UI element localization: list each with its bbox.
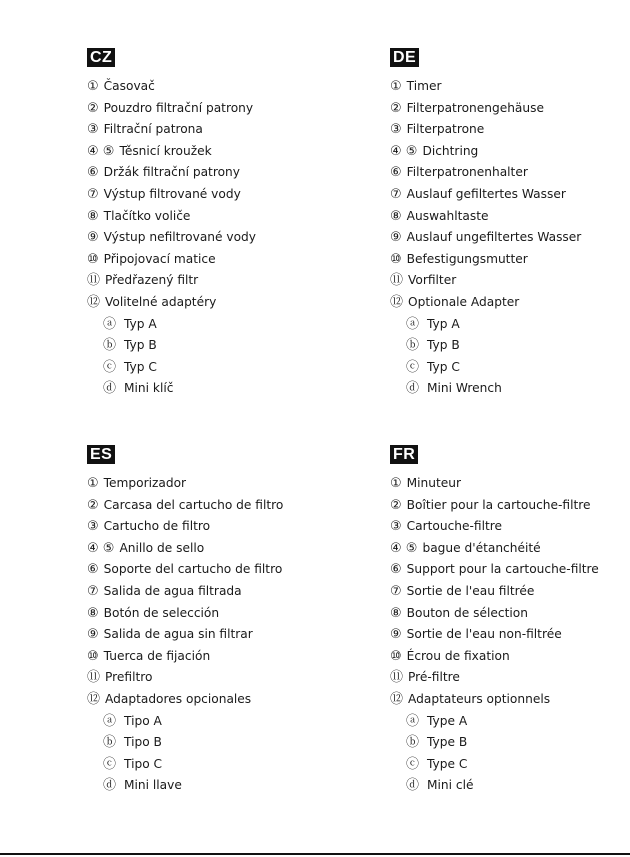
item-label: Soporte del cartucho de filtro xyxy=(103,562,283,577)
item-label: Timer xyxy=(406,79,442,93)
item-number: ⑧ xyxy=(390,208,402,224)
item-letter: ⓓ xyxy=(406,778,420,794)
item-letter: ⓒ xyxy=(406,756,420,772)
item-label: Cartucho de filtro xyxy=(103,519,211,534)
item-number: ⑩ xyxy=(390,648,402,664)
item-number: ② xyxy=(390,100,402,116)
list-item xyxy=(87,603,347,625)
sub-list-item xyxy=(390,378,630,400)
list-item xyxy=(87,76,347,98)
item-label: Typ C xyxy=(124,359,157,374)
list-item xyxy=(390,141,630,163)
item-number: ⑧ xyxy=(87,208,99,224)
list-item xyxy=(87,162,347,184)
item-label: Filterpatronengehäuse xyxy=(406,100,544,115)
item-label: Prefiltro xyxy=(105,670,153,685)
parts-list xyxy=(390,473,630,797)
language-badge: ES xyxy=(87,445,115,464)
item-label: Filterpatronenhalter xyxy=(406,165,528,180)
sub-list-item xyxy=(390,732,630,754)
item-label: Typ B xyxy=(124,338,157,353)
list-item xyxy=(390,538,630,560)
list-item xyxy=(87,516,347,538)
item-label: Bouton de sélection xyxy=(406,605,528,620)
list-item xyxy=(87,624,347,646)
item-number: ⑩ xyxy=(87,648,99,664)
item-number: ⑦ xyxy=(390,186,402,202)
section-fr xyxy=(390,444,630,797)
language-badge: CZ xyxy=(87,48,115,67)
list-item xyxy=(390,292,630,314)
sub-list-item xyxy=(390,357,630,379)
item-number: ① xyxy=(87,476,99,491)
item-number: ⑥ xyxy=(390,562,402,578)
item-label: Držák filtrační patrony xyxy=(103,165,240,180)
item-label: Tlačítko voliče xyxy=(103,208,191,223)
parts-list xyxy=(390,76,630,400)
item-letter: ⓓ xyxy=(103,778,117,794)
list-item xyxy=(87,270,347,292)
item-label: Support pour la cartouche-filtre xyxy=(406,562,599,577)
item-number: ⑥ xyxy=(87,562,99,578)
list-item xyxy=(87,559,347,581)
list-item xyxy=(87,292,347,314)
item-label: Auslauf ungefiltertes Wasser xyxy=(406,230,582,245)
list-item xyxy=(390,119,630,141)
item-label: Pouzdro filtrační patrony xyxy=(103,100,254,115)
item-number: ⑨ xyxy=(390,230,402,246)
item-label: Type C xyxy=(427,756,468,771)
item-letter: ⓒ xyxy=(103,359,117,375)
item-label: bague d'étanchéité xyxy=(422,540,541,555)
item-number: ⑧ xyxy=(390,605,402,621)
item-label: Tipo B xyxy=(124,735,162,750)
list-item xyxy=(87,538,347,560)
language-badge: DE xyxy=(390,48,419,67)
item-number: ② xyxy=(390,497,402,513)
item-number: ⑨ xyxy=(390,627,402,643)
item-number: ③ xyxy=(87,122,99,138)
item-label: Typ C xyxy=(427,359,460,374)
item-number: ① xyxy=(390,79,402,94)
section-de xyxy=(390,47,630,400)
list-item xyxy=(390,603,630,625)
item-label: Befestigungsmutter xyxy=(406,251,528,266)
list-item xyxy=(390,249,630,271)
item-number: ⑫ xyxy=(390,294,404,310)
item-number: ⑪ xyxy=(87,670,101,686)
sub-list-item xyxy=(87,754,347,776)
list-item xyxy=(390,162,630,184)
sub-list-item xyxy=(87,711,347,733)
list-item xyxy=(390,559,630,581)
item-number: ⑪ xyxy=(390,273,404,289)
item-label: Boîtier pour la cartouche-filtre xyxy=(406,497,591,512)
list-item xyxy=(87,646,347,668)
item-number: ④ ⑤ xyxy=(87,540,115,556)
item-label: Cartouche-filtre xyxy=(406,519,503,534)
sub-list-item xyxy=(390,754,630,776)
item-label: Filterpatrone xyxy=(406,122,485,137)
sub-list-item xyxy=(87,732,347,754)
item-label: Salida de agua sin filtrar xyxy=(103,627,253,642)
item-letter: ⓑ xyxy=(406,735,420,751)
item-label: Auswahltaste xyxy=(406,208,489,223)
item-label: Připojovací matice xyxy=(103,251,216,266)
item-label: Type B xyxy=(427,735,468,750)
item-number: ④ ⑤ xyxy=(390,540,418,556)
list-item xyxy=(390,689,630,711)
item-label: Temporizador xyxy=(103,476,187,490)
item-number: ⑫ xyxy=(390,691,404,707)
item-number: ⑧ xyxy=(87,605,99,621)
list-item xyxy=(87,495,347,517)
list-item xyxy=(390,184,630,206)
item-number: ① xyxy=(390,476,402,491)
sub-list-item xyxy=(87,357,347,379)
item-label: Sortie de l'eau filtrée xyxy=(406,583,535,598)
item-label: Adaptateurs optionnels xyxy=(408,691,551,706)
item-number: ⑦ xyxy=(87,186,99,202)
sub-list-item xyxy=(390,335,630,357)
item-label: Minuteur xyxy=(406,476,462,490)
item-number: ⑨ xyxy=(87,230,99,246)
list-item xyxy=(390,98,630,120)
item-number: ⑫ xyxy=(87,691,101,707)
item-label: Tipo C xyxy=(124,756,163,771)
item-label: Tuerca de fijación xyxy=(103,648,211,663)
list-item xyxy=(390,473,630,495)
item-label: Výstup filtrované vody xyxy=(103,186,241,201)
item-number: ③ xyxy=(390,519,402,535)
item-number: ⑩ xyxy=(87,251,99,267)
sub-list-item xyxy=(87,335,347,357)
sub-list-item xyxy=(87,314,347,336)
sub-list-item xyxy=(87,378,347,400)
item-label: Dichtring xyxy=(422,143,479,158)
list-item xyxy=(390,76,630,98)
sub-list-item xyxy=(390,775,630,797)
list-item xyxy=(390,495,630,517)
item-label: Mini klíč xyxy=(124,381,174,396)
item-label: Mini Wrench xyxy=(427,381,502,396)
item-label: Optionale Adapter xyxy=(408,294,520,309)
item-letter: ⓐ xyxy=(103,316,117,332)
list-item xyxy=(87,206,347,228)
item-label: Vorfilter xyxy=(408,273,457,288)
item-label: Salida de agua filtrada xyxy=(103,583,242,598)
item-label: Anillo de sello xyxy=(119,540,205,555)
item-letter: ⓑ xyxy=(103,338,117,354)
section-es xyxy=(87,444,347,797)
item-number: ⑪ xyxy=(390,670,404,686)
item-label: Časovač xyxy=(103,79,155,93)
item-letter: ⓒ xyxy=(103,756,117,772)
item-label: Mini llave xyxy=(124,778,182,793)
item-label: Tipo A xyxy=(124,713,162,728)
parts-list xyxy=(87,76,347,400)
item-number: ⑩ xyxy=(390,251,402,267)
language-badge: FR xyxy=(390,445,418,464)
item-letter: ⓐ xyxy=(406,713,420,729)
list-item xyxy=(390,227,630,249)
list-item xyxy=(87,119,347,141)
list-item xyxy=(87,141,347,163)
list-item xyxy=(87,473,347,495)
item-label: Adaptadores opcionales xyxy=(105,691,252,706)
item-letter: ⓓ xyxy=(406,381,420,397)
list-item xyxy=(390,624,630,646)
item-label: Těsnicí kroužek xyxy=(119,143,212,158)
item-number: ⑦ xyxy=(87,583,99,599)
parts-list xyxy=(87,473,347,797)
item-number: ④ ⑤ xyxy=(87,143,115,159)
item-label: Typ B xyxy=(427,338,460,353)
list-item xyxy=(87,581,347,603)
list-item xyxy=(390,270,630,292)
item-label: Mini clé xyxy=(427,778,474,793)
item-label: Type A xyxy=(427,713,468,728)
item-label: Volitelné adaptéry xyxy=(105,294,217,309)
item-letter: ⓓ xyxy=(103,381,117,397)
item-label: Botón de selección xyxy=(103,605,220,620)
item-number: ④ ⑤ xyxy=(390,143,418,159)
item-label: Filtrační patrona xyxy=(103,122,203,137)
item-number: ⑥ xyxy=(87,165,99,181)
bottom-rule xyxy=(0,853,630,855)
item-label: Typ A xyxy=(124,316,157,331)
list-item xyxy=(87,667,347,689)
item-number: ② xyxy=(87,497,99,513)
item-number: ① xyxy=(87,79,99,94)
item-letter: ⓐ xyxy=(103,713,117,729)
item-label: Výstup nefiltrované vody xyxy=(103,230,256,245)
item-number: ② xyxy=(87,100,99,116)
item-label: Auslauf gefiltertes Wasser xyxy=(406,186,566,201)
list-item xyxy=(390,667,630,689)
item-number: ⑪ xyxy=(87,273,101,289)
item-number: ⑥ xyxy=(390,165,402,181)
item-label: Typ A xyxy=(427,316,460,331)
item-letter: ⓒ xyxy=(406,359,420,375)
item-letter: ⓐ xyxy=(406,316,420,332)
item-label: Pré-filtre xyxy=(408,670,460,685)
sub-list-item xyxy=(390,711,630,733)
list-item xyxy=(390,516,630,538)
list-item xyxy=(390,206,630,228)
item-number: ⑦ xyxy=(390,583,402,599)
item-label: Sortie de l'eau non-filtrée xyxy=(406,627,562,642)
item-number: ③ xyxy=(87,519,99,535)
list-item xyxy=(87,689,347,711)
item-letter: ⓑ xyxy=(103,735,117,751)
list-item xyxy=(87,98,347,120)
item-label: Carcasa del cartucho de filtro xyxy=(103,497,284,512)
list-item xyxy=(87,227,347,249)
item-label: Écrou de fixation xyxy=(406,648,510,663)
item-label: Předřazený filtr xyxy=(105,273,199,288)
item-letter: ⓑ xyxy=(406,338,420,354)
list-item xyxy=(390,581,630,603)
item-number: ⑨ xyxy=(87,627,99,643)
item-number: ③ xyxy=(390,122,402,138)
item-number: ⑫ xyxy=(87,294,101,310)
section-cz xyxy=(87,47,347,400)
list-item xyxy=(87,184,347,206)
list-item xyxy=(390,646,630,668)
list-item xyxy=(87,249,347,271)
sub-list-item xyxy=(87,775,347,797)
sub-list-item xyxy=(390,314,630,336)
